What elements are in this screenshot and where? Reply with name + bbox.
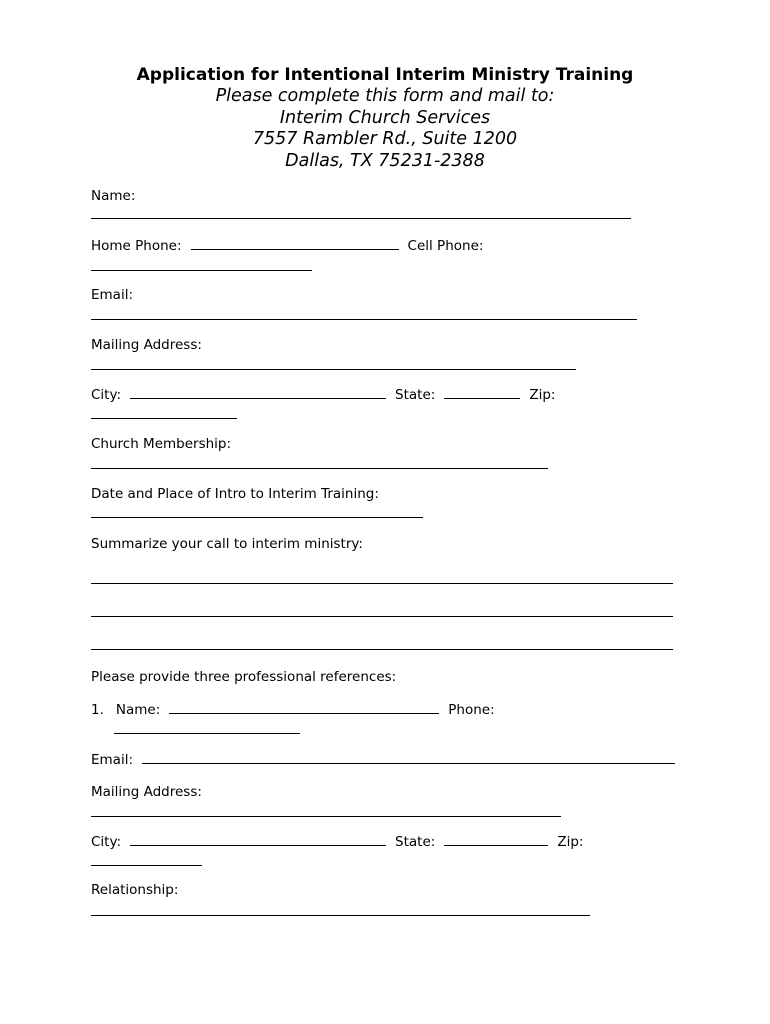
reference-relationship-field[interactable]	[91, 914, 590, 916]
reference-phone-field[interactable]	[114, 732, 300, 734]
reference-phone-label: Phone:	[448, 702, 495, 718]
summary-line-3[interactable]	[91, 648, 673, 650]
street-address: 7557 Rambler Rd., Suite 1200	[252, 129, 518, 149]
reference-zip-label: Zip:	[557, 834, 584, 850]
reference-zip-field[interactable]	[91, 864, 202, 866]
state-label: State:	[395, 387, 436, 403]
references-prompt: Please provide three professional references:	[91, 669, 397, 685]
home-phone-field[interactable]	[191, 236, 399, 250]
church-membership-label: Church Membership:	[91, 436, 232, 452]
church-membership-field[interactable]	[91, 467, 548, 469]
city-state-zip: Dallas, TX 75231-2388	[285, 150, 485, 171]
reference-mailing-address-field[interactable]	[91, 815, 561, 817]
org-name: Interim Church Services	[279, 107, 491, 128]
home-phone-label: Home Phone:	[91, 238, 182, 254]
reference-state-field[interactable]	[444, 832, 548, 846]
reference-name-label: Name:	[115, 702, 161, 718]
intro-training-field[interactable]	[91, 516, 423, 518]
reference-email-field[interactable]	[142, 750, 675, 764]
email-field[interactable]	[91, 318, 637, 320]
state-field[interactable]	[444, 385, 520, 399]
name-field[interactable]	[91, 217, 631, 219]
reference-city-label: City:	[91, 834, 122, 850]
zip-label: Zip:	[529, 387, 556, 403]
reference-name-field[interactable]	[169, 700, 439, 714]
form-header	[0, 64, 770, 172]
name-label: Name:	[91, 188, 136, 204]
reference-state-label: State:	[395, 834, 436, 850]
reference-city-field[interactable]	[130, 832, 386, 846]
cell-phone-label: Cell Phone:	[407, 238, 484, 254]
zip-field[interactable]	[91, 417, 237, 419]
mailing-address-label: Mailing Address:	[91, 337, 202, 353]
city-label: City:	[91, 387, 122, 403]
form-title: Application for Intentional Interim Ministry Training	[136, 65, 634, 85]
reference-relationship-label: Relationship:	[91, 882, 179, 898]
intro-training-label: Date and Place of Intro to Interim Training:	[91, 486, 379, 502]
summary-line-2[interactable]	[91, 615, 673, 617]
mail-instruction: Please complete this form and mail to:	[215, 86, 555, 106]
city-field[interactable]	[130, 385, 386, 399]
reference-email-label: Email:	[91, 752, 134, 768]
reference-mailing-address-label: Mailing Address:	[91, 784, 202, 800]
reference-number: 1.	[91, 702, 104, 718]
summary-line-1[interactable]	[91, 582, 673, 584]
email-label: Email:	[91, 287, 134, 303]
reference-city-row	[91, 832, 583, 851]
reference-email-row	[91, 750, 675, 769]
summarize-call-label: Summarize your call to interim ministry:	[91, 536, 363, 552]
reference-1-name-row	[91, 700, 495, 719]
city-row	[91, 385, 555, 404]
phone-row	[91, 236, 483, 255]
cell-phone-field[interactable]	[91, 269, 312, 271]
mailing-address-field[interactable]	[91, 368, 576, 370]
